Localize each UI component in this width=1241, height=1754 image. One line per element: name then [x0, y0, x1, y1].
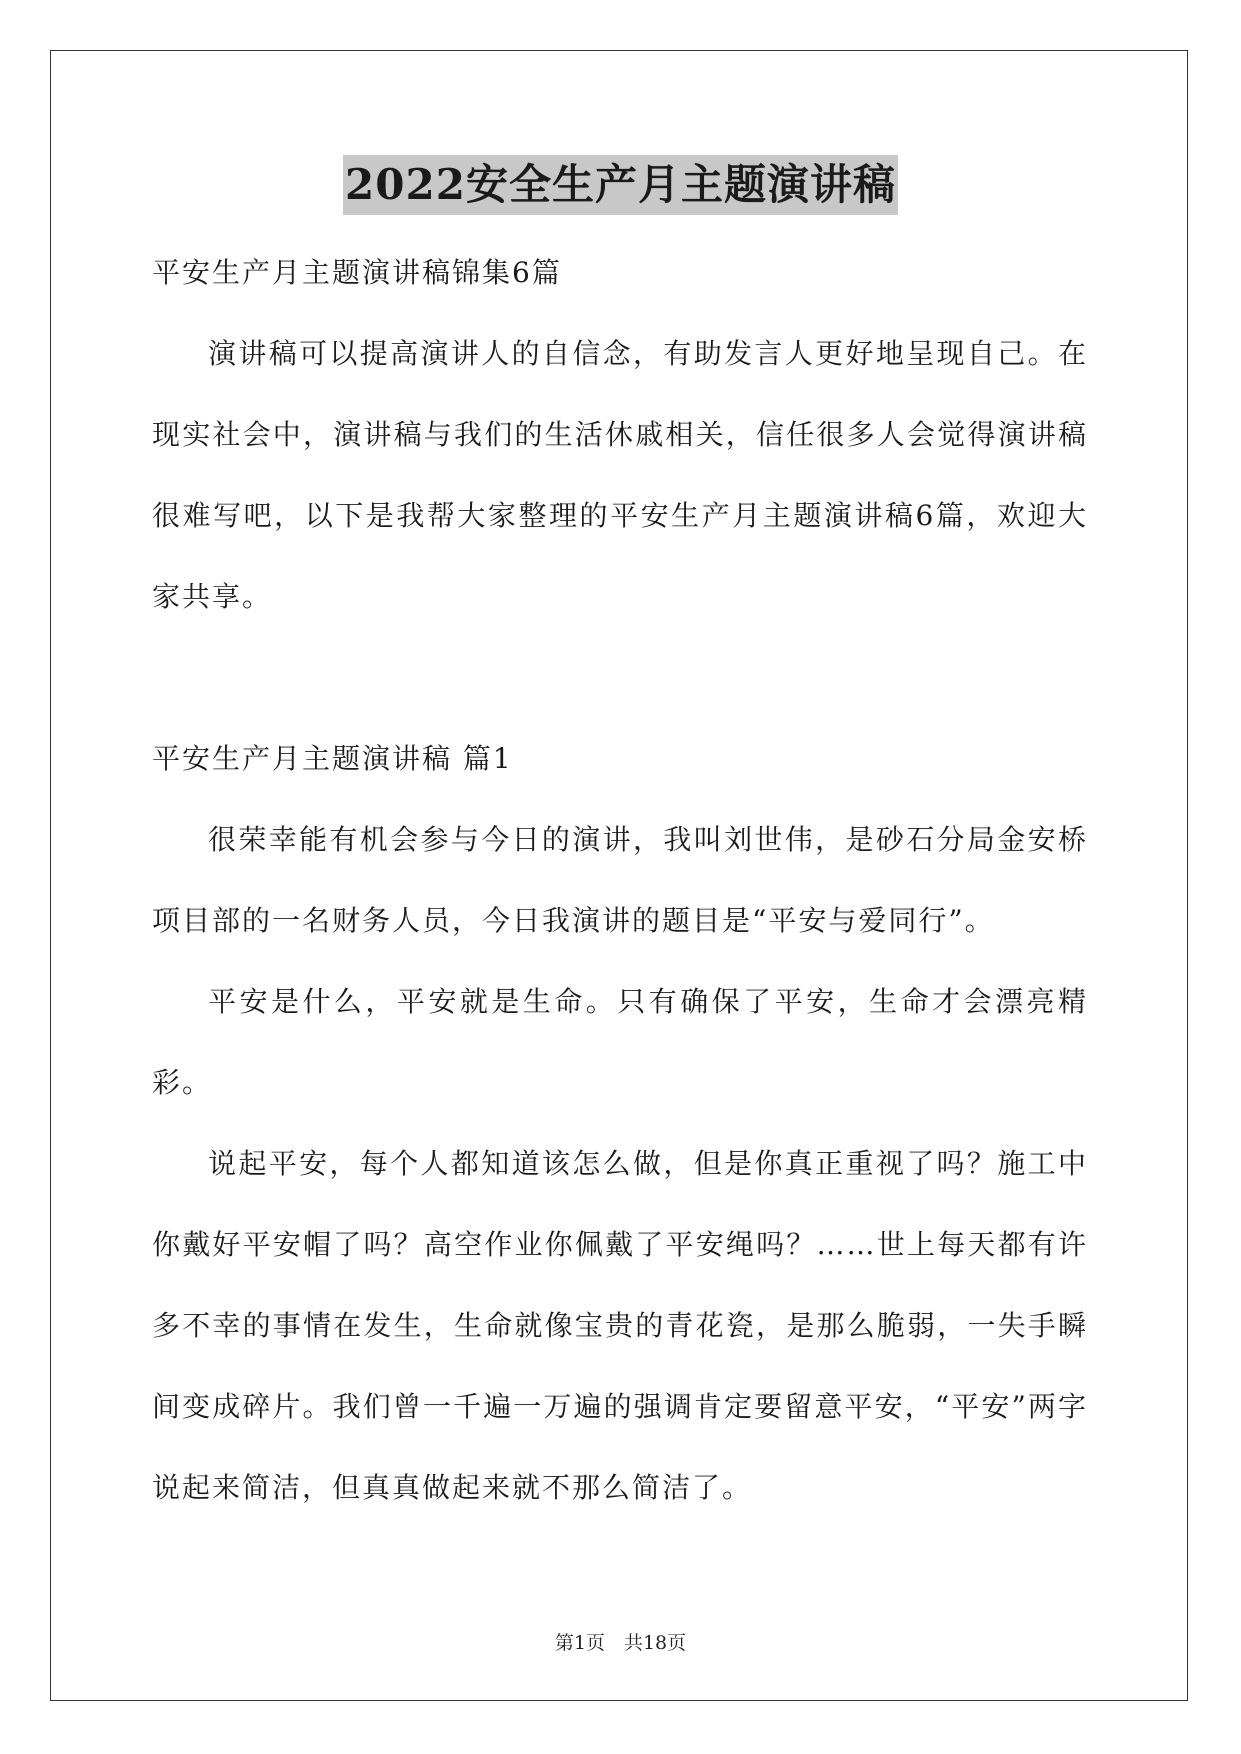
- section-heading: 平安生产月主题演讲稿 篇1: [152, 742, 513, 775]
- body-paragraph: 平安是什么，平安就是生命。只有确保了平安，生命才会漂亮精彩。: [152, 985, 1088, 1099]
- page-number-footer: 第1页 共18页: [554, 1632, 687, 1654]
- section-spacer: [152, 637, 1088, 718]
- document-body: [152, 232, 1088, 1528]
- document-subtitle: 平安生产月主题演讲稿锦集6篇: [152, 256, 562, 289]
- intro-paragraph: 演讲稿可以提高演讲人的自信念，有助发言人更好地呈现自己。在现实社会中，演讲稿与我们的生活休戚相关，信任很多人会觉得演讲稿很难写吧，以下是我帮大家整理的平安生产月主题演讲稿6篇，欢迎大家共享。: [152, 337, 1088, 613]
- title-container: [0, 155, 1241, 215]
- document-title: 2022安全生产月主题演讲稿: [343, 155, 898, 215]
- body-paragraph: 很荣幸能有机会参与今日的演讲，我叫刘世伟，是砂石分局金安桥项目部的一名财务人员，今日我演讲的题目是“平安与爱同行”。: [152, 823, 1088, 937]
- body-paragraph: 说起平安，每个人都知道该怎么做，但是你真正重视了吗？施工中你戴好平安帽了吗？高空作业你佩戴了平安绳吗？……世上每天都有许多不幸的事情在发生，生命就像宝贵的青花瓷，是那么脆弱，一失手瞬间变成碎片。我们曾一千遍一万遍的强调肯定要留意平安，“平安”两字说起来简洁，但真真做起来就不那么简洁了。: [152, 1147, 1088, 1504]
